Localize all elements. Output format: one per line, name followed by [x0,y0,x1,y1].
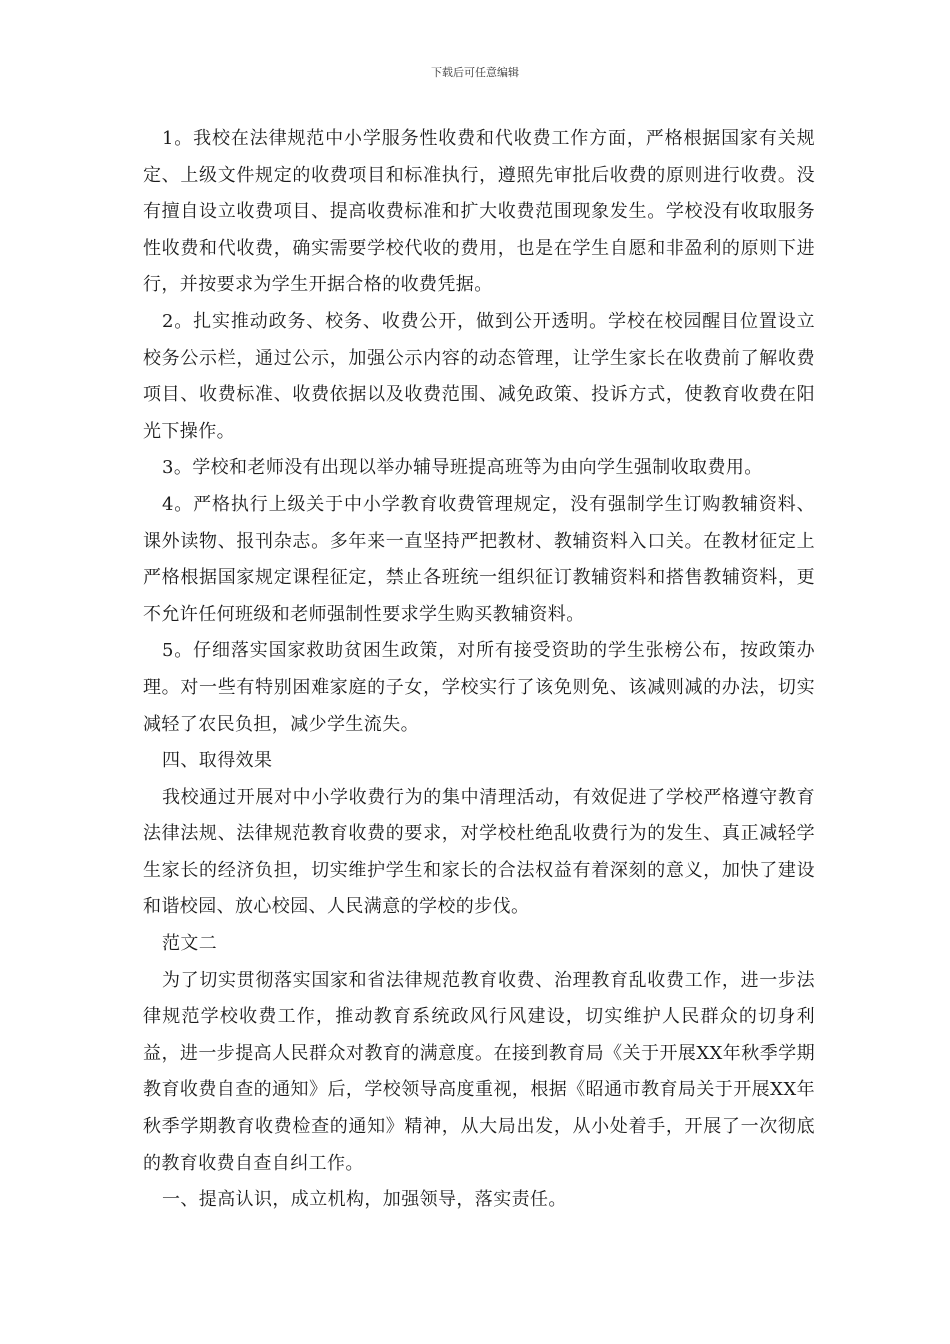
paragraph-results: 我校通过开展对中小学收费行为的集中清理活动，有效促进了学校严格遵守教育法律法规、法律规范教育收费的要求，对学校杜绝乱收费行为的发生、真正减轻学生家长的经济负担，切实维护学生和家长的合法权益有着深刻的意义，加快了建设和谐校园、放心校园、人民满意的学校的步伐。 [143,786,815,918]
paragraph-item-4: 4。严格执行上级关于中小学教育收费管理规定，没有强制学生订购教辅资料、课外读物、报刊杂志。多年来一直坚持严把教材、教辅资料入口关。在教材征定上严格根据国家规定课程征定，禁止各班统一组织征订教辅资料和搭售教辅资料，更不允许任何班级和老师强制性要求学生购买教辅资料。 [143,493,815,625]
paragraph-item-1: 1。我校在法律规范中小学服务性收费和代收费工作方面，严格根据国家有关规定、上级文件规定的收费项目和标准执行，遵照先审批后收费的原则进行收费。没有擅自设立收费项目、提高收费标准和扩大收费范围现象发生。学校没有收取服务性收费和代收费，确实需要学校代收的费用，也是在学生自愿和非盈利的原则下进行，并按要求为学生开据合格的收费凭据。 [143,128,815,296]
section-heading-sample-two: 范文二 [162,933,218,955]
page-header: 下载后可任意编辑 [431,66,519,79]
section-heading-one: 一、提高认识，成立机构，加强领导，落实责任。 [162,1189,567,1211]
section-heading-results: 四、取得效果 [162,750,273,772]
paragraph-item-5: 5。仔细落实国家救助贫困生政策，对所有接受资助的学生张榜公布，按政策办理。对一些有特别困难家庭的子女，学校实行了该免则免、该减则减的办法，切实减轻了农民负担，减少学生流失。 [143,640,815,735]
paragraph-item-3: 3。学校和老师没有出现以举办辅导班提高班等为由向学生强制收取费用。 [162,457,763,479]
document-body [143,121,815,1219]
paragraph-item-2: 2。扎实推动政务、校务、收费公开，做到公开透明。学校在校园醒目位置设立校务公示栏，通过公示，加强公示内容的动态管理，让学生家长在收费前了解收费项目、收费标准、收费依据以及收费范围、减免政策、投诉方式，使教育收费在阳光下操作。 [143,310,815,442]
paragraph-sample-two-intro: 为了切实贯彻落实国家和省法律规范教育收费、治理教育乱收费工作，进一步法律规范学校收费工作，推动教育系统政风行风建设，切实维护人民群众的切身利益，进一步提高人民群众对教育的满意度。在接到教育局《关于开展XX年秋季学期教育收费自查的通知》后，学校领导高度重视，根据《昭通市教育局关于开展XX年秋季学期教育收费检查的通知》精神，从大局出发，从小处着手，开展了一次彻底的教育收费自查自纠工作。 [143,969,815,1174]
